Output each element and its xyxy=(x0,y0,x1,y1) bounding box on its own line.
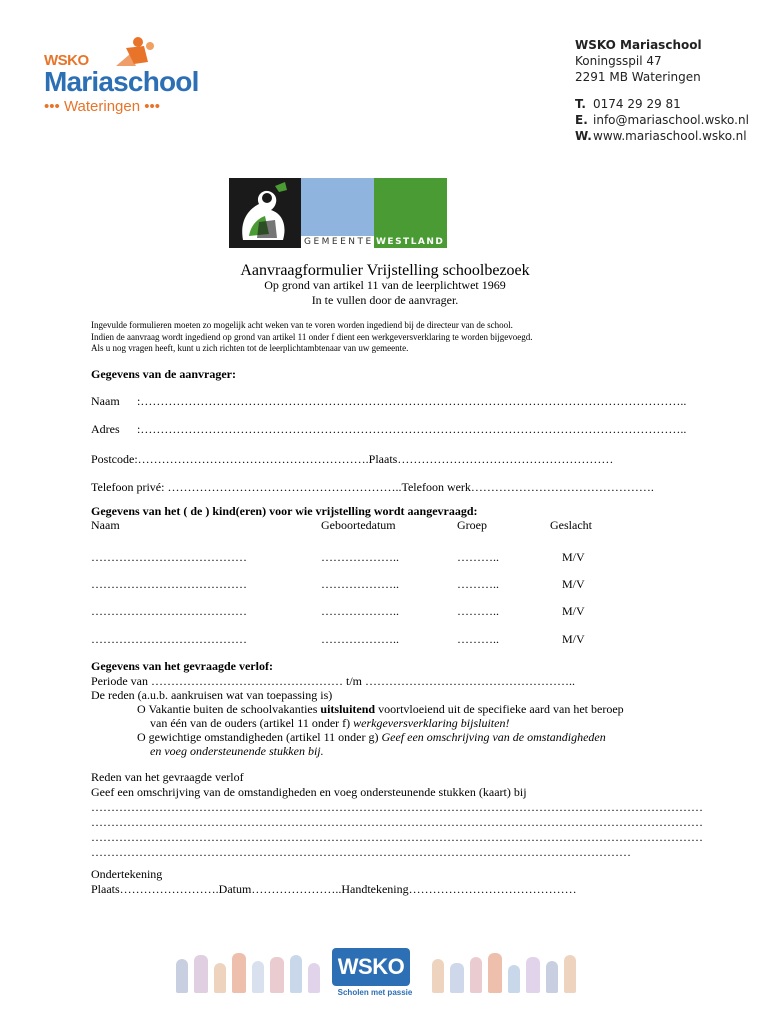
wsko-footer-logo: WSKO xyxy=(332,948,410,986)
reden-intro: De reden (a.u.b. aankruisen wat van toepassing is) xyxy=(91,688,333,702)
westland-word: WESTLAND xyxy=(374,236,447,248)
gemeente-wordmark xyxy=(301,236,447,248)
gemeente-word: GEMEENTE xyxy=(304,237,374,247)
child-figure-icon xyxy=(252,961,264,993)
option-vakantie-cont: van één van de ouders (artikel 11 onder f) werkgeversverklaring bijsluiten! xyxy=(150,716,510,730)
reason-heading: Reden van het gevraagde verlof xyxy=(91,770,244,784)
intro-line: Ingevulde formulieren moeten zo mogelijk acht weken van te voren worden ingediend bij de directeur van de school. xyxy=(91,320,513,330)
telefoon-field[interactable]: Telefoon privé: …………………………………………………..Telefoon werk………………………………………. xyxy=(91,480,654,494)
logo-city-name: Wateringen xyxy=(63,98,141,115)
contact-web: W.www.mariaschool.wsko.nl xyxy=(575,129,747,143)
child-figure-icon xyxy=(232,953,246,993)
child-figure-icon xyxy=(308,963,320,993)
school-postal-city: 2291 MB Wateringen xyxy=(575,70,701,84)
intro-line: Als u nog vragen heeft, kunt u zich richten tot de leerplichtambtenaar van uw gemeente. xyxy=(91,343,409,353)
form-subtitle-instruction: In te vullen door de aanvrager. xyxy=(311,293,459,307)
reason-line[interactable]: ……………………………………………………………………………………………………………………… xyxy=(91,845,631,859)
applicant-heading: Gegevens van de aanvrager: xyxy=(91,367,236,381)
child-groep-field[interactable]: ……….. xyxy=(457,632,499,646)
signature-field[interactable]: Plaats…………………….Datum…………………..Handtekening…………………………………… xyxy=(91,882,577,896)
col-geboortedatum: Geboortedatum xyxy=(321,518,396,532)
naam-field[interactable]: :……………………………………………………………………………………………………………………….. xyxy=(137,394,687,408)
school-street: Koningsspil 47 xyxy=(575,54,662,68)
child-figure-icon xyxy=(176,959,188,993)
signature-heading: Ondertekening xyxy=(91,867,163,881)
child-geb-field[interactable]: ……………….. xyxy=(321,632,399,646)
contact-email: E. info@mariaschool.wsko.nl xyxy=(575,113,749,127)
gemeente-green-block xyxy=(374,178,447,236)
child-groep-field[interactable]: ……….. xyxy=(457,550,499,564)
child-figure-icon xyxy=(432,959,444,993)
form-title: Aanvraagformulier Vrijstelling schoolbezoek xyxy=(240,262,530,279)
child-geslacht-field[interactable]: M/V xyxy=(562,632,585,646)
school-contact xyxy=(575,96,749,144)
col-groep: Groep xyxy=(457,518,487,532)
child-figure-icon xyxy=(546,961,558,993)
child-geslacht-field[interactable]: M/V xyxy=(562,550,585,564)
child-figure-icon xyxy=(488,953,502,993)
periode-field[interactable]: Periode van ………………………………………… t/m …………………………………………….. xyxy=(91,674,575,688)
gemeente-emblem-icon xyxy=(229,178,301,248)
children-heading: Gegevens van het ( de ) kind(eren) voor wie vrijstelling wordt aangevraagd: xyxy=(91,504,478,518)
col-naam: Naam xyxy=(91,518,120,532)
adres-label: Adres xyxy=(91,422,120,436)
child-figure-icon xyxy=(194,955,208,993)
contact-phone: T. 0174 29 29 81 xyxy=(575,97,681,111)
child-naam-field[interactable]: ………………………………… xyxy=(91,604,247,618)
footer-tagline: Scholen met passie xyxy=(337,988,413,997)
child-figure-icon xyxy=(564,955,576,993)
child-geb-field[interactable]: ……………….. xyxy=(321,550,399,564)
logo-dots-left: ••• xyxy=(44,98,60,115)
child-figure-icon xyxy=(290,955,302,993)
reason-instruction: Geef een omschrijving van de omstandigheden en voeg ondersteunende stukken (kaart) bij xyxy=(91,785,527,799)
intro-text xyxy=(91,320,533,355)
adres-field[interactable]: :……………………………………………………………………………………………………………………….. xyxy=(137,422,687,436)
reason-line[interactable]: ……………………………………………………………………………………………………………………………………… xyxy=(91,830,703,844)
child-geb-field[interactable]: ……………….. xyxy=(321,604,399,618)
postcode-plaats-field[interactable]: Postcode:………………………………………………….Plaats……………………………………………… xyxy=(91,452,614,466)
child-naam-field[interactable]: ………………………………… xyxy=(91,550,247,564)
child-figure-icon xyxy=(526,957,540,993)
reason-line[interactable]: ……………………………………………………………………………………………………………………………………… xyxy=(91,815,703,829)
logo-school-name: Mariaschool xyxy=(44,66,199,97)
school-name: WSKO Mariaschool xyxy=(575,38,702,52)
child-figure-icon xyxy=(214,963,226,993)
logo-dots-right: ••• xyxy=(144,98,161,115)
logo-wsko-text: WSKO xyxy=(44,52,89,69)
child-figure-icon xyxy=(470,957,482,993)
child-geslacht-field[interactable]: M/V xyxy=(562,604,585,618)
form-subtitle-law: Op grond van artikel 11 van de leerplichtwet 1969 xyxy=(264,278,506,292)
option-vakantie[interactable]: O Vakantie buiten de schoolvakanties uitsluitend voortvloeiend uit de specifieke aard van het beroep xyxy=(137,702,624,716)
col-geslacht: Geslacht xyxy=(550,518,592,532)
child-groep-field[interactable]: ……….. xyxy=(457,604,499,618)
intro-line: Indien de aanvraag wordt ingediend op grond van artikel 11 onder f dient een werkgeversverklaring te worden bijgevoegd. xyxy=(91,331,533,342)
leave-heading: Gegevens van het gevraagde verlof: xyxy=(91,659,273,673)
children-figures-icon xyxy=(86,36,156,68)
child-geslacht-field[interactable]: M/V xyxy=(562,577,585,591)
child-figure-icon xyxy=(450,963,464,993)
school-logo xyxy=(44,36,204,116)
reason-line[interactable]: ……………………………………………………………………………………………………………………………………… xyxy=(91,800,703,814)
gemeente-blue-block xyxy=(301,178,374,236)
logo-city xyxy=(44,98,160,115)
child-naam-field[interactable]: ………………………………… xyxy=(91,632,247,646)
child-figure-icon xyxy=(508,965,520,993)
option-gewichtig[interactable]: O gewichtige omstandigheden (artikel 11 onder g) Geef een omschrijving van de omstandigheden xyxy=(137,730,606,744)
school-address xyxy=(575,37,702,85)
naam-label: Naam xyxy=(91,394,120,408)
child-groep-field[interactable]: ……….. xyxy=(457,577,499,591)
gemeente-westland-logo xyxy=(229,178,447,248)
child-geb-field[interactable]: ……………….. xyxy=(321,577,399,591)
child-figure-icon xyxy=(270,957,284,993)
option-gewichtig-cont: en voeg ondersteunende stukken bij. xyxy=(150,744,324,758)
footer-banner xyxy=(170,940,600,1005)
child-naam-field[interactable]: ………………………………… xyxy=(91,577,247,591)
